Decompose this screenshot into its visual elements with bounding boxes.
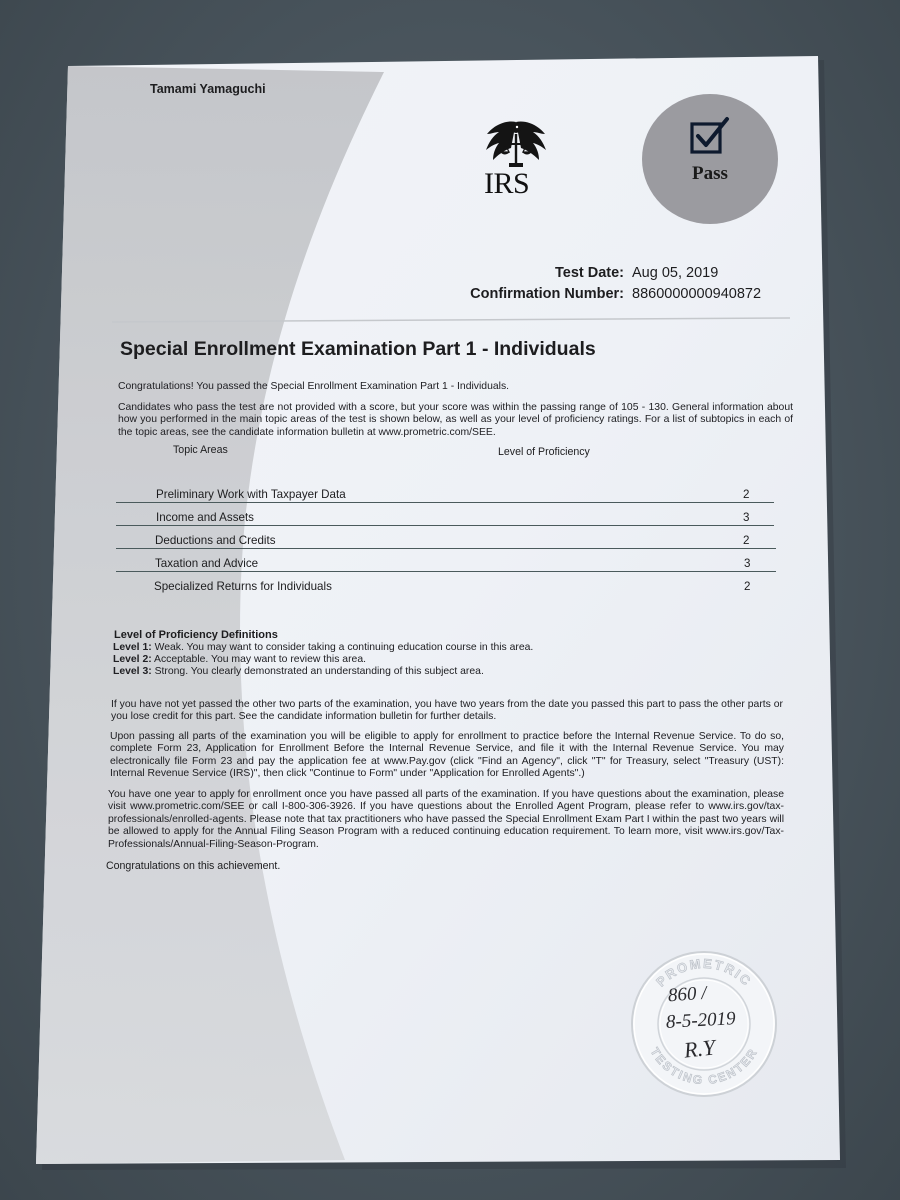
row-divider (116, 548, 776, 549)
level-cell: 3 (744, 557, 751, 570)
checkbox-checked-icon (689, 116, 731, 156)
paragraph-other-parts: If you have not yet passed the other two parts of the examination, you have two years from the date you passed this part to pass the other parts or you lose credit for this part. See the candidate information bulletin for further details. (111, 699, 783, 723)
paragraph-enrollment: Upon passing all parts of the examination you will be eligible to apply for enrollment to practice before the Internal Revenue Service. To do so, complete Form 23, Application for Enrollment Before the Internal Revenue Service, and file it with the Internal Revenue Service. You may electronically file Form 23 and pay the application fee at www.Pay.gov (click "Find an Agency", click "T" for Treasury, select "Treasury (UST): Internal Revenue Service (IRS)", then click "Continue to Form" under "Application for Enrolled Agents".) (110, 731, 784, 780)
topic-cell: Taxation and Advice (155, 557, 259, 570)
level-cell: 2 (743, 534, 750, 547)
candidate-name: Tamami Yamaguchi (150, 82, 266, 96)
description-text: Candidates who pass the test are not provided with a score, but your score was within the passing range of 105 - 130. General information about how you performed in the main topic areas of the test is shown below, as well as your level of proficiency ratings. For a list of subtopics in each of the topic areas, see the candidate information bulletin at www.prometric.com/SEE. (118, 402, 793, 438)
seal-top-text: PROMETRIC (653, 955, 755, 990)
topic-cell: Deductions and Credits (155, 534, 276, 547)
definition-item (113, 642, 533, 654)
confirmation-value: 8860000000940872 (632, 286, 762, 302)
seal-bottom-text: TESTING CENTER (647, 1045, 761, 1088)
irs-wordmark: IRS (484, 167, 530, 200)
definition-text: Weak. You may want to consider taking a continuing education course in this area. (151, 642, 534, 653)
definition-item (113, 654, 366, 666)
confirmation-label: Confirmation Number: (470, 286, 624, 302)
topic-cell: Specialized Returns for Individuals (154, 580, 332, 593)
page-title: Special Enrollment Examination Part 1 - Individuals (120, 338, 596, 360)
row-divider (116, 571, 776, 572)
topic-cell: Preliminary Work with Taxpayer Data (156, 488, 346, 501)
handwritten-initials: R.Y (682, 1034, 717, 1063)
definition-label: Level 2: (113, 654, 152, 665)
intro-text: Congratulations! You passed the Special Enrollment Examination Part 1 - Individuals. (118, 381, 510, 392)
prometric-seal (628, 948, 780, 1100)
topic-cell: Income and Assets (156, 511, 254, 524)
closing-text: Congratulations on this achievement. (106, 860, 281, 872)
level-cell: 2 (744, 580, 751, 593)
definition-item (113, 666, 484, 678)
irs-logo (480, 118, 552, 202)
table-header-topic: Topic Areas (173, 444, 228, 456)
level-cell: 3 (743, 511, 750, 524)
handwritten-site-number: 860 / (667, 982, 708, 1007)
definition-text: Acceptable. You may want to review this area. (151, 654, 366, 665)
row-divider (116, 525, 774, 526)
pass-label: Pass (692, 163, 728, 184)
definition-label: Level 3: (113, 666, 152, 677)
definition-label: Level 1: (113, 642, 152, 653)
paragraph-apply: You have one year to apply for enrollment once you have passed all parts of the examination. If you have questions about the examination, please visit www.prometric.com/SEE or call I-800-306-3926. If you have questions about the Enrolled Agent Program, please refer to www.irs.gov/tax-professionals/enrolled-agents. Please note that tax practitioners who have passed the Special Enrollment Exam Part I within the past two years will be allowed to apply for the Annual Filing Season Program with a reduced continuing education requirement. To learn more, visit www.irs.gov/Tax-Professionals/Annual-Filing-Season-Program. (108, 789, 784, 850)
row-divider (116, 502, 774, 503)
table-header-level: Level of Proficiency (498, 446, 590, 458)
test-date-label: Test Date: (554, 265, 624, 281)
test-date-value: Aug 05, 2019 (632, 265, 719, 281)
definitions-heading: Level of Proficiency Definitions (114, 629, 278, 641)
definition-text: Strong. You clearly demonstrated an understanding of this subject area. (151, 666, 484, 677)
handwritten-date: 8-5-2019 (665, 1008, 737, 1033)
pass-badge (642, 94, 778, 224)
level-cell: 2 (743, 488, 750, 501)
irs-eagle-emblem-icon (481, 118, 551, 170)
